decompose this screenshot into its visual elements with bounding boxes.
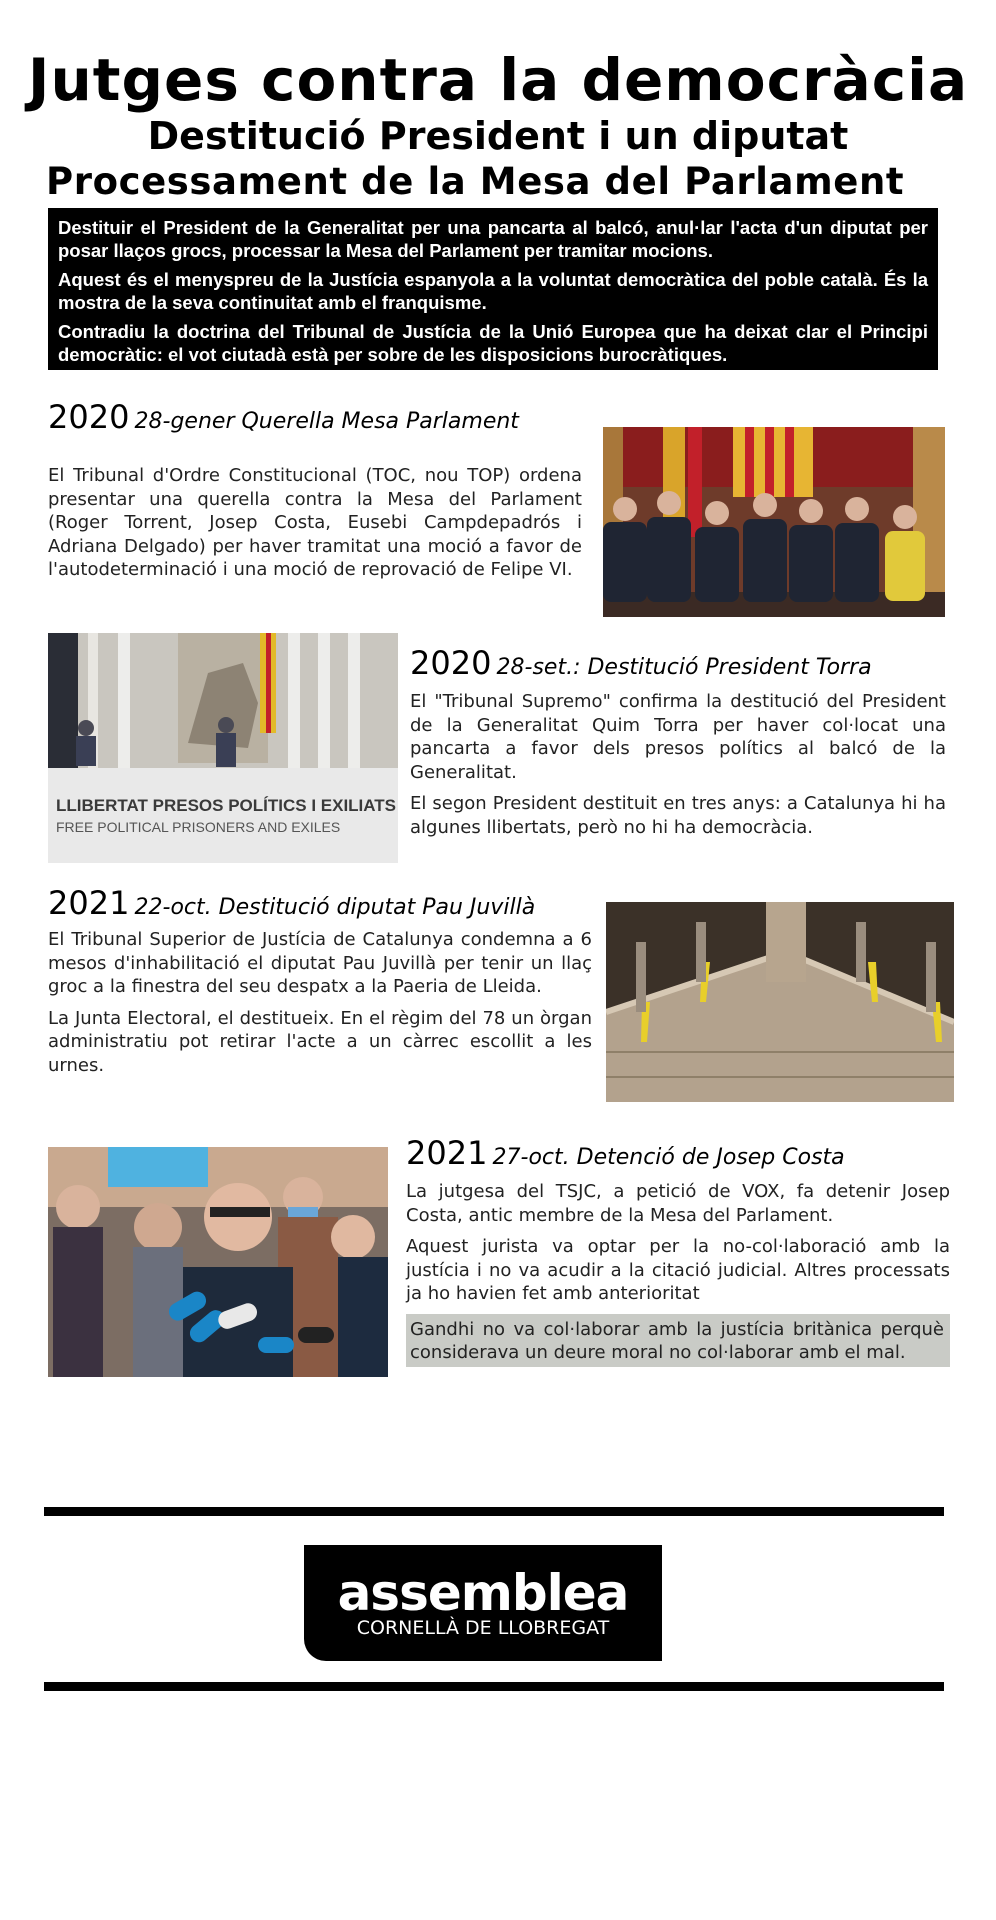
- section-paragraph: La Junta Electoral, el destitueix. En el règim del 78 un òrgan administratiu pot retirar l'acte a un càrrec escollit a les urnes.: [48, 1007, 592, 1076]
- section-paragraph: El Tribunal d'Ordre Constitucional (TOC, nou TOP) ordena presentar una querella contra la Mesa del Parlament (Roger Torrent, Josep Costa, Eusebi Campdepadrós i Adriana Delgado) per haver tramitat una moció a favor de l'autodeterminació i una moció de reprovació de Felipe VI.: [48, 465, 582, 580]
- section-body: [410, 690, 946, 847]
- divider-bottom: [44, 1682, 944, 1691]
- intro-box: [48, 208, 938, 370]
- divider-top: [44, 1507, 944, 1516]
- section-paragraph: La jutgesa del TSJC, a petició de VOX, fa detenir Josep Costa, antic membre de la Mesa del Parlament.: [406, 1181, 950, 1226]
- page-title: Jutges contra la democràcia: [27, 46, 969, 114]
- yellow-ribbons-window-photo: [606, 902, 954, 1102]
- banner-line-2: FREE POLITICAL PRISONERS AND EXILES: [56, 819, 341, 835]
- intro-paragraph: Contradiu la doctrina del Tribunal de Justícia de la Unió Europea que ha deixat clar el Principi democràtic: el vot ciutadà està per sobre de les disposicions burocràtiques.: [58, 321, 928, 365]
- assemblea-logo: [304, 1545, 662, 1661]
- highlighted-quote: Gandhi no va col·laborar amb la justícia britànica perquè considerava un deure moral no col·laborar amb el mal.: [406, 1314, 950, 1367]
- section-year: 2020: [410, 644, 492, 682]
- intro-paragraph: Destituir el President de la Generalitat per una pancarta al balcó, anul·lar l'acta d'un diputat per posar llaços grocs, processar la Mesa del Parlament per tramitar mocions.: [58, 217, 928, 261]
- parliament-mesa-photo: [603, 427, 945, 617]
- page-subtitle-2: Processament de la Mesa del Parlament: [46, 160, 905, 203]
- section-body: [406, 1180, 950, 1375]
- section-heading: [406, 1134, 845, 1172]
- section-heading: [48, 884, 535, 922]
- banner-line-1: LLIBERTAT PRESOS POLÍTICS I EXILIATS: [56, 796, 397, 815]
- section-heading: [410, 644, 872, 682]
- section-body: [48, 928, 592, 1085]
- section-label: 27-oct. Detenció de Josep Costa: [492, 1145, 845, 1170]
- section-year: 2021: [48, 884, 130, 922]
- section-year: 2020: [48, 398, 130, 436]
- section-paragraph: Aquest jurista va optar per la no-col·laboració amb la justícia i no va acudir a la citació judicial. Altres processats ja ho havien fet amb anterioritat: [406, 1236, 950, 1304]
- section-label: 28-set.: Destitució President Torra: [496, 655, 872, 680]
- palau-generalitat-photo: [48, 633, 398, 863]
- section-body: [48, 464, 582, 590]
- josep-costa-press-photo: [48, 1147, 388, 1377]
- section-paragraph: El segon President destituit en tres anys: a Catalunya hi ha algunes llibertats, però no hi ha democràcia.: [410, 793, 946, 838]
- page-subtitle-1: Destitució President i un diputat: [147, 114, 849, 158]
- intro-paragraph: Aquest és el menyspreu de la Justícia espanyola a la voluntat democràtica del poble català. És la mostra de la seva continuitat amb el franquisme.: [58, 269, 928, 313]
- section-paragraph: El "Tribunal Supremo" confirma la destitució del President de la Generalitat Quim Torra per haver col·locat una pancarta a favor dels presos polítics al balcó de la Generalitat.: [410, 691, 946, 783]
- section-heading: [48, 398, 519, 436]
- section-year: 2021: [406, 1134, 488, 1172]
- section-paragraph: El Tribunal Superior de Justícia de Catalunya condemna a 6 mesos d'inhabilitació el diputat Pau Juvillà per tenir un llaç groc a la finestra del seu despatx a la Paeria de Lleida.: [48, 929, 592, 997]
- section-label: 22-oct. Destitució diputat Pau Juvillà: [134, 895, 536, 920]
- section-label: 28-gener Querella Mesa Parlament: [134, 409, 519, 434]
- logo-subtext: CORNELLÀ DE LLOBREGAT: [356, 1617, 610, 1639]
- logo-text: assemblea: [337, 1564, 629, 1622]
